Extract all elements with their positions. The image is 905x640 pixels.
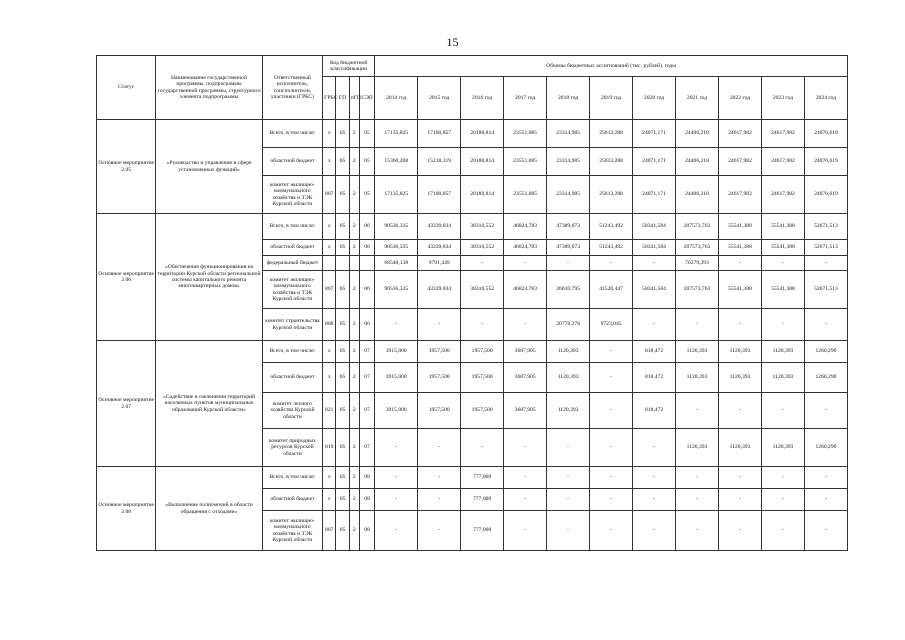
- value-cell: 55541,388: [761, 271, 804, 309]
- pgp-cell: 2: [349, 393, 359, 429]
- pgp-cell: 2: [349, 489, 359, 511]
- value-cell: 17135,825: [375, 176, 418, 214]
- gp-cell: 05: [336, 363, 349, 393]
- sep-cell: 07: [359, 363, 374, 393]
- value-cell: 15218,319: [418, 148, 461, 176]
- sep-cell: 06: [359, 271, 374, 309]
- value-cell: -: [804, 309, 847, 341]
- value-cell: -: [590, 341, 633, 363]
- grbs-cell: 819: [323, 429, 336, 467]
- value-cell: 1120,393: [547, 341, 590, 363]
- value-cell: 1120,393: [719, 363, 762, 393]
- pgp-cell: 2: [349, 511, 359, 551]
- value-cell: 3687,905: [504, 363, 547, 393]
- grbs-cell: 808: [323, 309, 336, 341]
- status-cell: Основное мероприятие 2.08: [97, 467, 156, 551]
- table-row: [97, 341, 848, 363]
- value-cell: 15360,208: [375, 148, 418, 176]
- pgp-cell: 2: [349, 467, 359, 489]
- grbs-cell: х: [323, 363, 336, 393]
- value-cell: -: [633, 511, 676, 551]
- sep-cell: 05: [359, 176, 374, 214]
- value-cell: 3915,000: [375, 393, 418, 429]
- sep-cell: 06: [359, 309, 374, 341]
- value-cell: 24617,982: [761, 120, 804, 148]
- value-cell: -: [504, 489, 547, 511]
- value-cell: -: [461, 429, 504, 467]
- sep-cell: 06: [359, 214, 374, 240]
- executor-cell: комитет лесного хозяйства Курской области: [262, 393, 322, 429]
- header-year: 2022 год: [719, 77, 762, 120]
- value-cell: -: [461, 309, 504, 341]
- value-cell: -: [676, 511, 719, 551]
- value-cell: -: [504, 511, 547, 551]
- pgp-cell: 2: [349, 176, 359, 214]
- grbs-cell: 821: [323, 393, 336, 429]
- value-cell: 3687,905: [504, 393, 547, 429]
- pgp-cell: 2: [349, 429, 359, 467]
- status-cell: Основное мероприятие 2.07: [97, 341, 156, 467]
- value-cell: -: [719, 393, 762, 429]
- value-cell: 58341,584: [633, 240, 676, 256]
- program-name-cell: «Выполнение полномочий в области обращения с отходами»: [156, 467, 262, 551]
- grbs-cell: х: [323, 148, 336, 176]
- executor-cell: комитет природных ресурсов Курской области: [262, 429, 322, 467]
- value-cell: 23314,985: [547, 148, 590, 176]
- value-cell: 23551,085: [504, 176, 547, 214]
- sep-cell: [359, 256, 374, 271]
- value-cell: 1957,500: [418, 341, 461, 363]
- value-cell: 1120,393: [719, 341, 762, 363]
- value-cell: 777,000: [461, 511, 504, 551]
- value-cell: -: [676, 393, 719, 429]
- value-cell: 25613,288: [590, 120, 633, 148]
- value-cell: -: [504, 309, 547, 341]
- value-cell: 1260,290: [804, 363, 847, 393]
- sep-cell: 06: [359, 240, 374, 256]
- value-cell: 51243,492: [590, 214, 633, 240]
- header-year: 2016 год: [461, 77, 504, 120]
- gp-cell: 05: [336, 489, 349, 511]
- header-volumes: Объемы бюджетных ассигнований (тыс. рублей), годы: [375, 56, 848, 77]
- value-cell: 55541,388: [719, 214, 762, 240]
- value-cell: 1957,500: [461, 363, 504, 393]
- value-cell: 52671,513: [804, 214, 847, 240]
- value-cell: 24071,171: [633, 148, 676, 176]
- executor-cell: областной бюджет: [262, 489, 322, 511]
- value-cell: -: [590, 256, 633, 271]
- value-cell: -: [418, 429, 461, 467]
- value-cell: -: [461, 256, 504, 271]
- value-cell: -: [375, 429, 418, 467]
- value-cell: 55541,388: [719, 240, 762, 256]
- program-name-cell: «Содействие в озеленении территорий населенных пунктов муниципальных образований Курской области»: [156, 341, 262, 467]
- grbs-cell: [323, 256, 336, 271]
- value-cell: 24071,171: [633, 176, 676, 214]
- value-cell: -: [504, 256, 547, 271]
- value-cell: 1260,290: [804, 429, 847, 467]
- value-cell: 24617,982: [719, 148, 762, 176]
- value-cell: 24617,982: [761, 148, 804, 176]
- value-cell: -: [804, 467, 847, 489]
- executor-cell: Всего, в том числе:: [262, 341, 322, 363]
- header-year: 2020 год: [633, 77, 676, 120]
- value-cell: -: [547, 429, 590, 467]
- budget-table: [96, 55, 848, 551]
- value-cell: 777,000: [461, 467, 504, 489]
- pgp-cell: 2: [349, 240, 359, 256]
- value-cell: -: [590, 393, 633, 429]
- value-cell: -: [418, 489, 461, 511]
- value-cell: 43339,034: [418, 214, 461, 240]
- value-cell: 20778,278: [547, 309, 590, 341]
- gp-cell: 05: [336, 393, 349, 429]
- value-cell: 47389,073: [547, 214, 590, 240]
- value-cell: 20180,814: [461, 176, 504, 214]
- page-number: 15: [446, 35, 459, 49]
- value-cell: -: [761, 393, 804, 429]
- sep-cell: 08: [359, 511, 374, 551]
- gp-cell: 05: [336, 271, 349, 309]
- value-cell: -: [719, 467, 762, 489]
- table-row: [97, 467, 848, 489]
- value-cell: 25613,288: [590, 176, 633, 214]
- value-cell: 24071,171: [633, 120, 676, 148]
- value-cell: 1957,500: [461, 393, 504, 429]
- header-year: 2018 год: [547, 77, 590, 120]
- value-cell: 47389,073: [547, 240, 590, 256]
- value-cell: 51243,492: [590, 240, 633, 256]
- value-cell: -: [633, 429, 676, 467]
- value-cell: 1957,500: [418, 393, 461, 429]
- value-cell: 1120,393: [547, 363, 590, 393]
- pgp-cell: 2: [349, 341, 359, 363]
- status-cell: Основное мероприятие 2.05: [97, 120, 156, 214]
- value-cell: 818,472: [633, 363, 676, 393]
- grbs-cell: х: [323, 341, 336, 363]
- program-name-cell: «Руководство и управление в сфере установленных функций»: [156, 120, 262, 214]
- value-cell: 1120,393: [676, 341, 719, 363]
- header-program-name: Наименование государственной программы, подпрограммы государственной программы, структурного элемента подпрограммы: [156, 56, 262, 120]
- status-cell: Основное мероприятие 2.06: [97, 214, 156, 341]
- executor-cell: комитет жилищно-коммунального хозяйства и ТЭК Курской области: [262, 271, 322, 309]
- value-cell: 17180,857: [418, 176, 461, 214]
- header-executor: Ответственный исполнитель, соисполнители, участники (ГРБС): [262, 56, 322, 120]
- value-cell: -: [633, 467, 676, 489]
- value-cell: -: [719, 489, 762, 511]
- value-cell: 24406,218: [676, 176, 719, 214]
- header-pgp: пГП: [349, 77, 359, 120]
- header-year: 2023 год: [761, 77, 804, 120]
- header-year: 2024 год: [804, 77, 847, 120]
- value-cell: 90536,335: [375, 271, 418, 309]
- grbs-cell: 807: [323, 511, 336, 551]
- gp-cell: 05: [336, 214, 349, 240]
- header-year: 2015 год: [418, 77, 461, 120]
- value-cell: -: [633, 309, 676, 341]
- value-cell: 46824,783: [504, 214, 547, 240]
- header-year: 2019 год: [590, 77, 633, 120]
- value-cell: 24617,982: [761, 176, 804, 214]
- value-cell: -: [633, 489, 676, 511]
- value-cell: 818,472: [633, 341, 676, 363]
- value-cell: 20180,814: [461, 120, 504, 148]
- value-cell: -: [590, 429, 633, 467]
- value-cell: 1120,393: [761, 363, 804, 393]
- value-cell: 38310,552: [461, 214, 504, 240]
- executor-cell: областной бюджет: [262, 148, 322, 176]
- value-cell: 24076,619: [804, 176, 847, 214]
- pgp-cell: 2: [349, 363, 359, 393]
- value-cell: 1120,393: [719, 429, 762, 467]
- gp-cell: 05: [336, 240, 349, 256]
- program-name-cell: «Обеспечение функционирования на территории Курской области региональной системы капитального ремонта многоквартирных домов»: [156, 214, 262, 341]
- executor-cell: комитет жилищно-коммунального хозяйства и ТЭК Курской области: [262, 511, 322, 551]
- grbs-cell: 807: [323, 176, 336, 214]
- gp-cell: 05: [336, 511, 349, 551]
- value-cell: 52671,513: [804, 240, 847, 256]
- gp-cell: 05: [336, 120, 349, 148]
- grbs-cell: х: [323, 214, 336, 240]
- executor-cell: Всего, в том числе:: [262, 120, 322, 148]
- value-cell: 55541,388: [719, 271, 762, 309]
- value-cell: 41520,447: [590, 271, 633, 309]
- table-body: [97, 120, 848, 551]
- value-cell: 58341,584: [633, 271, 676, 309]
- value-cell: -: [418, 309, 461, 341]
- executor-cell: Всего, в том числе:: [262, 214, 322, 240]
- pgp-cell: 2: [349, 214, 359, 240]
- value-cell: 90536,335: [375, 214, 418, 240]
- value-cell: 9723,045: [590, 309, 633, 341]
- value-cell: 1120,393: [761, 429, 804, 467]
- value-cell: 9791,449: [418, 256, 461, 271]
- value-cell: -: [761, 489, 804, 511]
- value-cell: -: [761, 511, 804, 551]
- header-grbs: ГРБС: [323, 77, 336, 120]
- value-cell: 24617,982: [719, 176, 762, 214]
- value-cell: 818,472: [633, 393, 676, 429]
- value-cell: -: [761, 256, 804, 271]
- value-cell: 17180,857: [418, 120, 461, 148]
- value-cell: -: [676, 309, 719, 341]
- header-year: 2021 год: [676, 77, 719, 120]
- value-cell: 1957,500: [461, 341, 504, 363]
- header-status: Статус: [97, 56, 156, 120]
- value-cell: -: [804, 256, 847, 271]
- value-cell: 3687,905: [504, 341, 547, 363]
- value-cell: -: [375, 511, 418, 551]
- value-cell: -: [547, 511, 590, 551]
- pgp-cell: 2: [349, 148, 359, 176]
- table-row: [97, 120, 848, 148]
- value-cell: 1120,393: [676, 363, 719, 393]
- value-cell: 3915,000: [375, 363, 418, 393]
- value-cell: -: [504, 467, 547, 489]
- sep-cell: 05: [359, 148, 374, 176]
- value-cell: 24076,619: [804, 120, 847, 148]
- value-cell: -: [804, 489, 847, 511]
- value-cell: 26610,795: [547, 271, 590, 309]
- value-cell: -: [719, 309, 762, 341]
- gp-cell: [336, 256, 349, 271]
- value-cell: 43339,034: [418, 271, 461, 309]
- value-cell: 38310,552: [461, 240, 504, 256]
- gp-cell: 05: [336, 341, 349, 363]
- value-cell: -: [375, 489, 418, 511]
- value-cell: 23551,085: [504, 148, 547, 176]
- value-cell: 20180,814: [461, 148, 504, 176]
- value-cell: -: [719, 511, 762, 551]
- executor-cell: комитет строительства Курской области: [262, 309, 322, 341]
- value-cell: 23314,985: [547, 176, 590, 214]
- gp-cell: 05: [336, 176, 349, 214]
- gp-cell: 05: [336, 148, 349, 176]
- gp-cell: 05: [336, 467, 349, 489]
- grbs-cell: х: [323, 467, 336, 489]
- value-cell: 24406,218: [676, 148, 719, 176]
- value-cell: 52671,513: [804, 271, 847, 309]
- pgp-cell: [349, 256, 359, 271]
- value-cell: -: [375, 467, 418, 489]
- sep-cell: 05: [359, 120, 374, 148]
- value-cell: 58341,584: [633, 214, 676, 240]
- executor-cell: федеральный бюджет: [262, 256, 322, 271]
- value-cell: -: [547, 467, 590, 489]
- value-cell: -: [375, 309, 418, 341]
- header-year: 2014 год: [375, 77, 418, 120]
- value-cell: -: [418, 467, 461, 489]
- value-cell: -: [761, 467, 804, 489]
- value-cell: 207573,763: [676, 271, 719, 309]
- executor-cell: комитет жилищно-коммунального хозяйства и ТЭК Курской области: [262, 176, 322, 214]
- value-cell: 777,000: [461, 489, 504, 511]
- value-cell: 1120,393: [761, 341, 804, 363]
- value-cell: 17135,825: [375, 120, 418, 148]
- sep-cell: 08: [359, 489, 374, 511]
- value-cell: -: [719, 256, 762, 271]
- value-cell: -: [590, 489, 633, 511]
- value-cell: 23551,085: [504, 120, 547, 148]
- value-cell: 24076,619: [804, 148, 847, 176]
- value-cell: 46824,783: [504, 271, 547, 309]
- pgp-cell: 2: [349, 309, 359, 341]
- value-cell: -: [804, 511, 847, 551]
- sep-cell: 07: [359, 429, 374, 467]
- value-cell: 38310,552: [461, 271, 504, 309]
- value-cell: -: [590, 363, 633, 393]
- executor-cell: областной бюджет: [262, 363, 322, 393]
- value-cell: 23314,985: [547, 120, 590, 148]
- value-cell: 1957,500: [418, 363, 461, 393]
- value-cell: 1120,393: [676, 429, 719, 467]
- value-cell: 1120,393: [547, 393, 590, 429]
- gp-cell: 05: [336, 429, 349, 467]
- table-row: [97, 214, 848, 240]
- gp-cell: 05: [336, 309, 349, 341]
- value-cell: -: [590, 511, 633, 551]
- grbs-cell: 807: [323, 271, 336, 309]
- value-cell: 1260,290: [804, 341, 847, 363]
- value-cell: -: [547, 489, 590, 511]
- value-cell: 90536,335: [375, 240, 418, 256]
- sep-cell: 07: [359, 393, 374, 429]
- value-cell: 46824,783: [504, 240, 547, 256]
- value-cell: -: [547, 256, 590, 271]
- value-cell: -: [804, 393, 847, 429]
- grbs-cell: х: [323, 489, 336, 511]
- grbs-cell: х: [323, 240, 336, 256]
- value-cell: 24617,982: [719, 120, 762, 148]
- header-gp: ГП: [336, 77, 349, 120]
- value-cell: 24406,218: [676, 120, 719, 148]
- value-cell: 68540,138: [375, 256, 418, 271]
- header-budget-code: Код бюджетной классификации: [323, 56, 375, 77]
- value-cell: 207573,763: [676, 240, 719, 256]
- header-year: 2017 год: [504, 77, 547, 120]
- value-cell: -: [676, 467, 719, 489]
- header-sep: СЭП: [359, 77, 374, 120]
- value-cell: -: [676, 489, 719, 511]
- pgp-cell: 2: [349, 120, 359, 148]
- executor-cell: областной бюджет: [262, 240, 322, 256]
- value-cell: 207573,763: [676, 214, 719, 240]
- executor-cell: Всего, в том числе:: [262, 467, 322, 489]
- sep-cell: 08: [359, 467, 374, 489]
- value-cell: 25613,288: [590, 148, 633, 176]
- sep-cell: 07: [359, 341, 374, 363]
- grbs-cell: х: [323, 120, 336, 148]
- value-cell: 55541,388: [761, 214, 804, 240]
- value-cell: 43339,034: [418, 240, 461, 256]
- value-cell: -: [590, 467, 633, 489]
- value-cell: -: [633, 256, 676, 271]
- value-cell: 55541,388: [761, 240, 804, 256]
- value-cell: 3915,000: [375, 341, 418, 363]
- value-cell: -: [418, 511, 461, 551]
- value-cell: -: [504, 429, 547, 467]
- pgp-cell: 2: [349, 271, 359, 309]
- value-cell: -: [761, 309, 804, 341]
- value-cell: 76279,393: [676, 256, 719, 271]
